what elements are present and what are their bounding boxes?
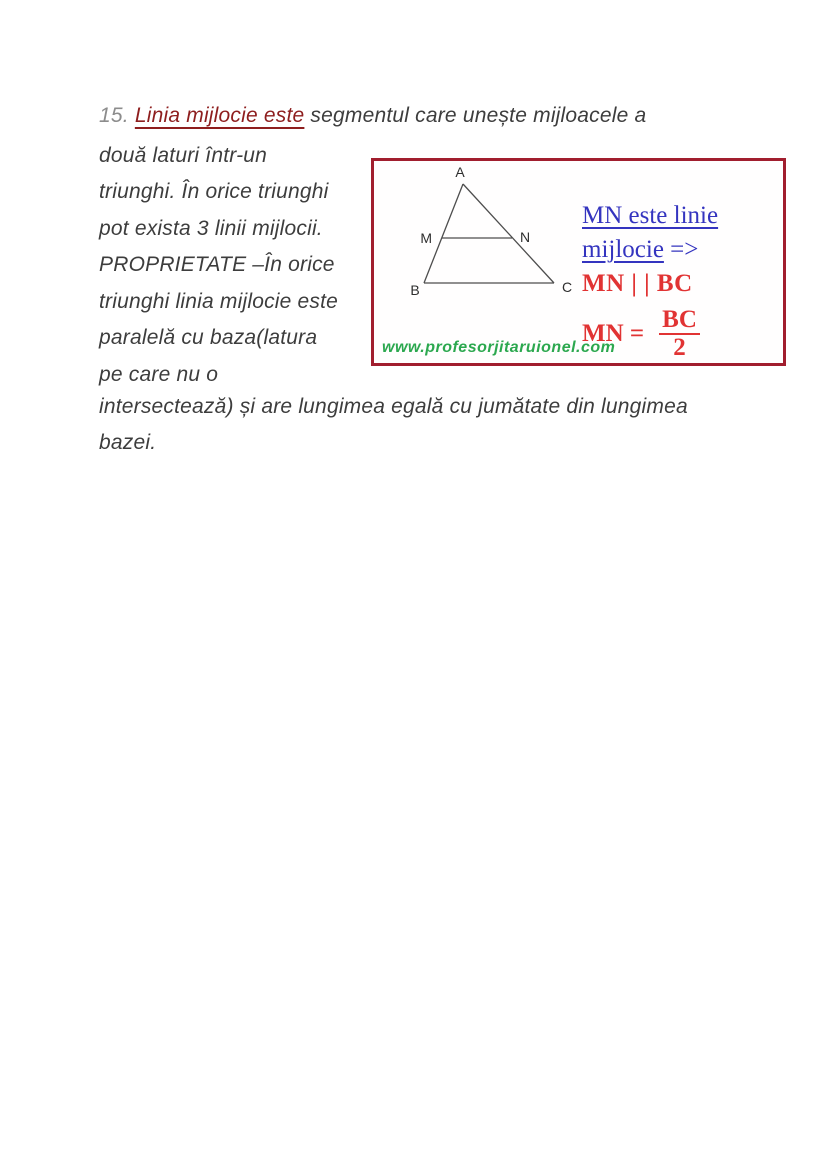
paragraph-line-5: PROPRIETATE –În orice: [99, 253, 335, 276]
fraction: [652, 307, 707, 361]
paragraph-line-3: triunghi. În orice triunghi: [99, 180, 329, 203]
equation-lhs: MN =: [582, 320, 645, 347]
item-number: 15.: [99, 104, 129, 127]
highlighted-term: Linia mijlocie este: [134, 104, 305, 127]
paragraph-line-2: două laturi într-un: [99, 144, 268, 167]
vertex-label-a: A: [455, 164, 465, 180]
watermark-url: www.profesorjitaruionel.com: [382, 339, 616, 356]
implies-arrow: =>: [663, 236, 699, 263]
statement-blue-line-2: mijlocie =>: [582, 236, 699, 263]
vertex-label-b: B: [410, 282, 420, 298]
parallel-statement: MN | | BC: [582, 270, 693, 297]
statement-blue-line-1: MN este linie: [582, 202, 719, 229]
line1-rest: segmentul care unește mijloacele a: [304, 104, 647, 127]
figure-box: [371, 158, 786, 366]
fraction-denominator: 2: [659, 333, 700, 361]
paragraph-line-1: [99, 101, 646, 131]
vertex-label-m: M: [420, 230, 432, 246]
paragraph-line-10: bazei.: [99, 431, 157, 454]
paragraph-line-7: paralelă cu baza(latura: [99, 326, 318, 349]
vertex-label-c: C: [561, 279, 573, 295]
paragraph-line-9: intersectează) și are lungimea egală cu jumătate din lungimea: [99, 395, 688, 418]
paragraph-line-8: pe care nu o: [99, 363, 219, 386]
fraction-numerator: BC: [662, 306, 697, 333]
paragraph-line-4: pot exista 3 linii mijlocii.: [99, 217, 323, 240]
triangle-diagram: [374, 161, 579, 306]
midline-statement: [582, 199, 718, 361]
vertex-label-n: N: [520, 229, 531, 245]
paragraph-line-6: triunghi linia mijlocie este: [99, 290, 339, 313]
